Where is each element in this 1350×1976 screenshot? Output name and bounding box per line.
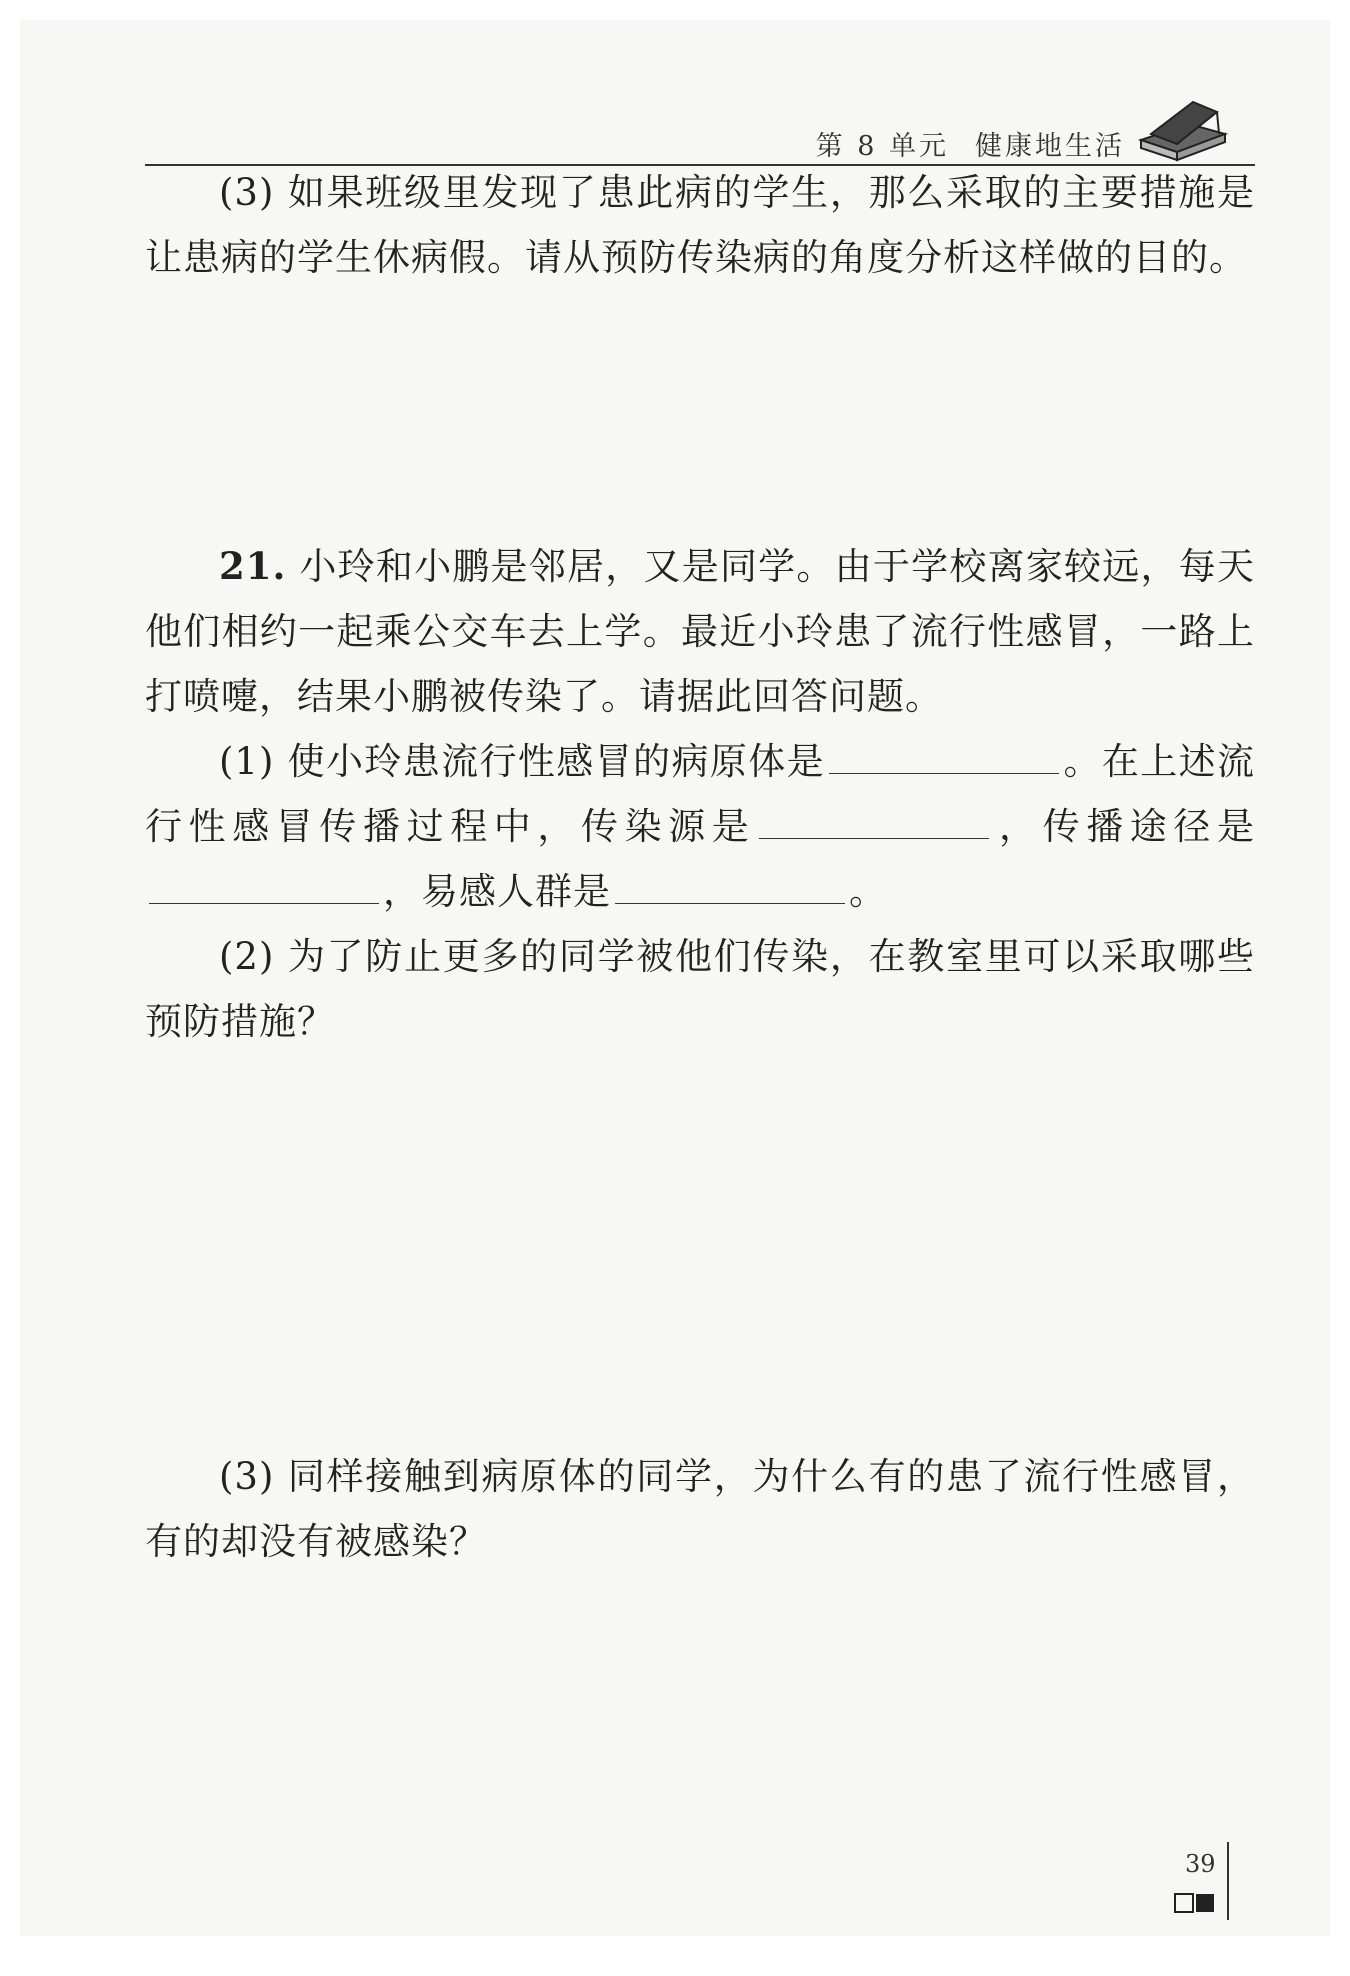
answer-blank-transmission-route[interactable] bbox=[149, 867, 379, 904]
question-21-part-2: (2) 为了防止更多的同学被他们传染，在教室里可以采取哪些预防措施？ bbox=[145, 935, 1255, 1043]
part-1-text-a: (1) 使小玲患流行性感冒的病原体是 bbox=[219, 740, 826, 783]
book-icon bbox=[1133, 94, 1233, 166]
page-marker-icon bbox=[1174, 1892, 1216, 1914]
question-21-part-3: (3) 同样接触到病原体的同学，为什么有的患了流行性感冒，有的却没有被感染？ bbox=[145, 1455, 1255, 1563]
question-number: 21. bbox=[219, 544, 287, 588]
page-number: 39 bbox=[1185, 1850, 1216, 1878]
textbook-page bbox=[20, 20, 1330, 1936]
answer-blank-susceptible-group[interactable] bbox=[615, 867, 845, 904]
part-1-text-e: 。 bbox=[849, 870, 887, 913]
question-21-text: 小玲和小鹏是邻居，又是同学。由于学校离家较远，每天他们相约一起乘公交车去上学。最近小玲患了流行性感冒，一路上打喷嚏，结果小鹏被传染了。请据此回答问题。 bbox=[145, 545, 1255, 718]
page-header bbox=[145, 92, 1255, 166]
answer-blank-infection-source[interactable] bbox=[759, 802, 989, 839]
header-text bbox=[816, 124, 1125, 163]
question-21-stem bbox=[145, 534, 1255, 729]
answer-blank-pathogen[interactable] bbox=[829, 737, 1059, 774]
part-1-text-b: 。在上述流行性感冒传播过程中，传染源是 bbox=[145, 740, 1256, 848]
page-marker-line bbox=[1227, 1842, 1229, 1920]
part-1-text-d: ，易感人群是 bbox=[383, 870, 611, 913]
unit-title: 健康地生活 bbox=[975, 131, 1125, 162]
part-1-text-c: ，传播途径是 bbox=[993, 805, 1256, 848]
question-20-part-3: (3) 如果班级里发现了患此病的学生，那么采取的主要措施是让患病的学生休病假。请从预防传染病的角度分析这样做的目的。 bbox=[145, 171, 1255, 279]
unit-label: 第 8 单元 bbox=[815, 131, 949, 162]
question-21-part-1 bbox=[145, 729, 1255, 924]
